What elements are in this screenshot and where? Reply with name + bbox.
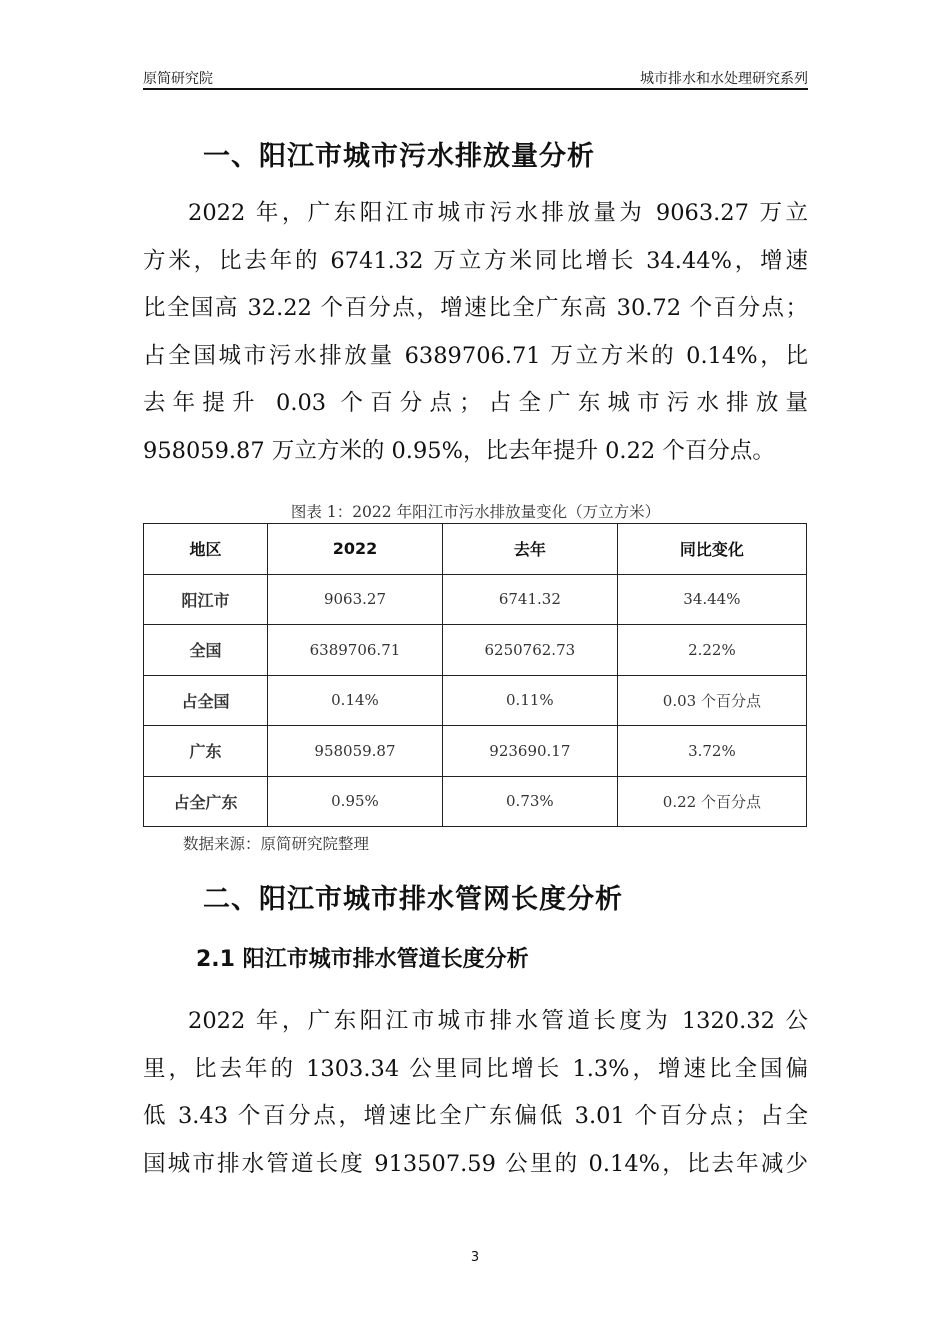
table-row bbox=[144, 726, 807, 777]
paragraph-line: 比全国高 32.22 个百分点，增速比全广东高 30.72 个百分点； bbox=[143, 295, 808, 321]
table-cell: 6250762.73 bbox=[442, 625, 617, 676]
table-row bbox=[144, 625, 807, 676]
sewage-discharge-table bbox=[143, 523, 807, 827]
paragraph-line: 低 3.43 个百分点，增速比全广东偏低 3.01 个百分点；占全 bbox=[143, 1103, 808, 1129]
data-source-note: 数据来源：原简研究院整理 bbox=[183, 835, 370, 853]
subsection-heading: 2.1 阳江市城市排水管道长度分析 bbox=[196, 947, 529, 972]
row-label: 占全国 bbox=[144, 675, 268, 726]
section2-heading: 二、阳江市城市排水管网长度分析 bbox=[203, 884, 623, 915]
paragraph-line: 里，比去年的 1303.34 公里同比增长 1.3%，增速比全国偏 bbox=[143, 1055, 808, 1082]
column-header: 2022 bbox=[268, 524, 443, 575]
paragraph-line: 958059.87 万立方米的 0.95%，比去年提升 0.22 个百分点。 bbox=[143, 437, 775, 464]
table-cell: 9063.27 bbox=[268, 574, 443, 625]
header-series-title: 城市排水和水处理研究系列 bbox=[640, 71, 808, 87]
page-header bbox=[143, 66, 808, 90]
table-cell: 0.14% bbox=[268, 675, 443, 726]
table-cell: 6389706.71 bbox=[268, 625, 443, 676]
table-header-row bbox=[144, 524, 807, 575]
page-number: 3 bbox=[470, 1250, 480, 1265]
section2-paragraph bbox=[143, 998, 808, 1188]
table-cell: 3.72% bbox=[617, 726, 806, 777]
table-caption: 图表 1：2022 年阳江市污水排放量变化（万立方米） bbox=[290, 503, 661, 521]
table-row bbox=[144, 574, 807, 625]
table-row bbox=[144, 776, 807, 827]
table-cell: 0.11% bbox=[442, 675, 617, 726]
table-cell: 2.22% bbox=[617, 625, 806, 676]
table-cell: 0.73% bbox=[442, 776, 617, 827]
paragraph-line: 占全国城市污水排放量 6389706.71 万立方米的 0.14%，比 bbox=[143, 342, 808, 369]
table-row bbox=[144, 675, 807, 726]
table-cell: 0.03 个百分点 bbox=[617, 675, 806, 726]
header-org-name: 原简研究院 bbox=[143, 71, 213, 87]
column-header: 地区 bbox=[144, 524, 268, 575]
column-header: 去年 bbox=[442, 524, 617, 575]
row-label: 阳江市 bbox=[144, 574, 268, 625]
table-cell: 0.95% bbox=[268, 776, 443, 827]
table-cell: 6741.32 bbox=[442, 574, 617, 625]
row-label: 广东 bbox=[144, 726, 268, 777]
table-cell: 923690.17 bbox=[442, 726, 617, 777]
row-label: 占全广东 bbox=[144, 776, 268, 827]
paragraph-line: 2022 年，广东阳江市城市污水排放量为 9063.27 万立 bbox=[188, 200, 808, 226]
table-cell: 958059.87 bbox=[268, 726, 443, 777]
paragraph-line: 去年提升 0.03 个百分点；占全广东城市污水排放量 bbox=[143, 390, 808, 416]
section1-paragraph bbox=[143, 190, 808, 475]
paragraph-line: 2022 年，广东阳江市城市排水管道长度为 1320.32 公 bbox=[188, 1008, 808, 1034]
table-cell: 0.22 个百分点 bbox=[617, 776, 806, 827]
paragraph-line: 方米，比去年的 6741.32 万立方米同比增长 34.44%，增速 bbox=[143, 247, 808, 274]
table-cell: 34.44% bbox=[617, 574, 806, 625]
row-label: 全国 bbox=[144, 625, 268, 676]
section1-heading: 一、阳江市城市污水排放量分析 bbox=[203, 141, 595, 172]
column-header: 同比变化 bbox=[617, 524, 806, 575]
paragraph-line: 国城市排水管道长度 913507.59 公里的 0.14%，比去年减少 bbox=[143, 1150, 808, 1177]
